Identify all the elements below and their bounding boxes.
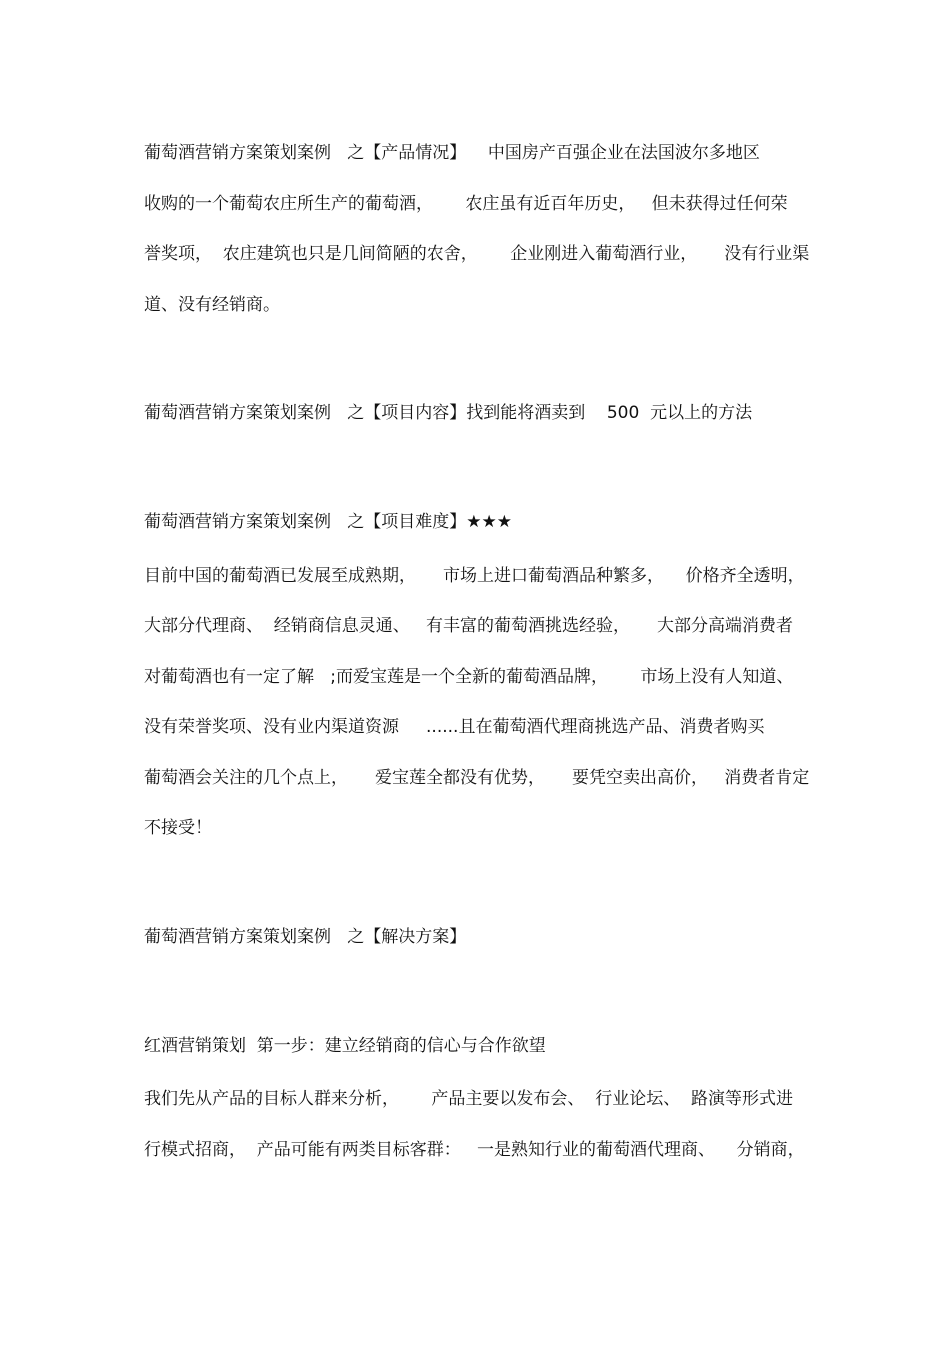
text-line: 目前中国的葡萄酒已发展至成熟期， 市场上进口葡萄酒品种繁多， 价格齐全透明， (144, 566, 805, 586)
text-line: 没有荣誉奖项、没有业内渠道资源 ......且在葡萄酒代理商挑选产品、消费者购买 (144, 717, 765, 737)
text-line: 对葡萄酒也有一定了解 ;而爱宝莲是一个全新的葡萄酒品牌， 市场上没有人知道、 (144, 667, 794, 687)
text-line: 道、没有经销商。 (144, 295, 280, 315)
text-line: 不接受！ (144, 818, 212, 838)
text-line: 我们先从产品的目标人群来分析， 产品主要以发布会、 行业论坛、 路演等形式进 (144, 1089, 794, 1109)
text-line: 行模式招商， 产品可能有两类目标客群： 一是熟知行业的葡萄酒代理商、 分销商， (144, 1140, 805, 1160)
text-line: 誉奖项， 农庄建筑也只是几间简陋的农舍， 企业刚进入葡萄酒行业， 没有行业渠 (144, 244, 810, 264)
text-line: 大部分代理商、 经销商信息灵通、 有丰富的葡萄酒挑选经验， 大部分高端消费者 (144, 616, 794, 636)
text-line: 收购的一个葡萄农庄所生产的葡萄酒， 农庄虽有近百年历史， 但未获得过任何荣 (144, 194, 788, 214)
text-line: 葡萄酒营销方案策划案例 之【产品情况】 中国房产百强企业在法国波尔多地区 (144, 143, 760, 163)
text-line: 葡萄酒营销方案策划案例 之【项目内容】找到能将酒卖到 500 元以上的方法 (144, 403, 753, 423)
text-line: 红酒营销策划 第一步：建立经销商的信心与合作欲望 (144, 1036, 546, 1056)
text-line: 葡萄酒营销方案策划案例 之【项目难度】★★★ (144, 512, 512, 532)
text-line: 葡萄酒营销方案策划案例 之【解决方案】 (144, 927, 467, 947)
text-line: 葡萄酒会关注的几个点上， 爱宝莲全都没有优势， 要凭空卖出高价， 消费者肯定 (144, 768, 810, 788)
